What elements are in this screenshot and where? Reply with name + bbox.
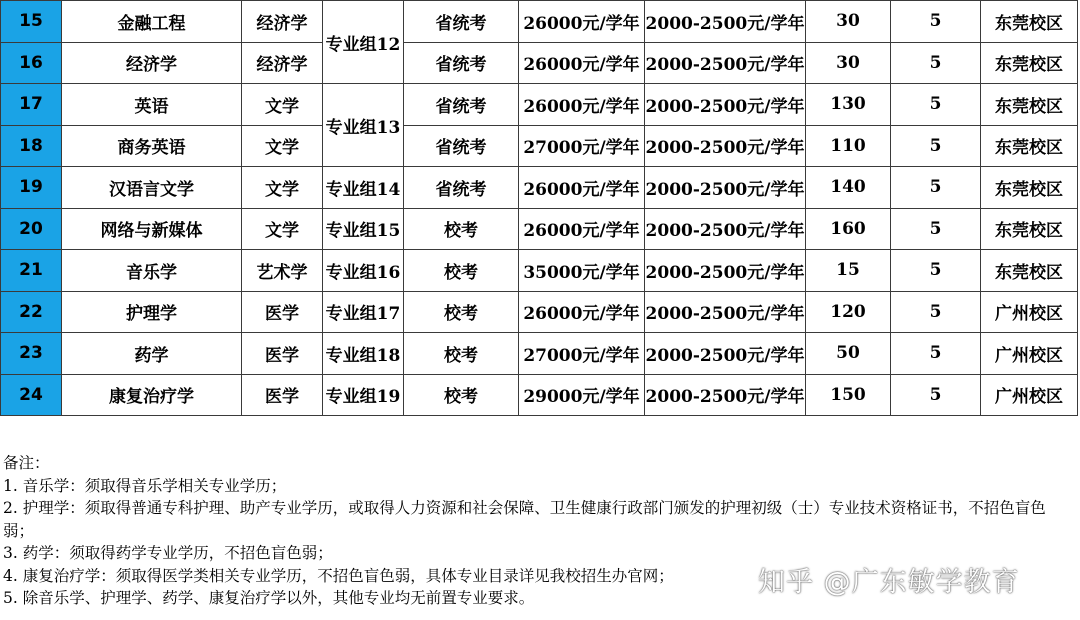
cell-tuition: 27000元/学年 <box>519 333 645 375</box>
cell-exam-type: 省统考 <box>404 42 519 84</box>
cell-dorm-fee: 2000-2500元/学年 <box>645 1 806 43</box>
cell-dorm-fee: 2000-2500元/学年 <box>645 208 806 250</box>
cell-exam-type: 省统考 <box>404 125 519 167</box>
cell-tuition: 35000元/学年 <box>519 250 645 292</box>
cell-major: 商务英语 <box>62 125 242 167</box>
watermark: 知乎 @广东敏学教育 <box>758 567 1020 598</box>
cell-major: 音乐学 <box>62 250 242 292</box>
table-row <box>1 250 1078 292</box>
cell-dorm-fee: 2000-2500元/学年 <box>645 167 806 209</box>
table-row <box>1 42 1078 84</box>
cell-years: 5 <box>891 84 981 126</box>
cell-discipline: 文学 <box>242 167 323 209</box>
cell-dorm-fee: 2000-2500元/学年 <box>645 42 806 84</box>
cell-major: 网络与新媒体 <box>62 208 242 250</box>
table-row <box>1 291 1078 333</box>
cell-years: 5 <box>891 167 981 209</box>
cell-exam-type: 校考 <box>404 291 519 333</box>
table-row <box>1 125 1078 167</box>
cell-major: 英语 <box>62 84 242 126</box>
cell-campus: 东莞校区 <box>981 1 1078 43</box>
cell-discipline: 经济学 <box>242 42 323 84</box>
cell-dorm-fee: 2000-2500元/学年 <box>645 333 806 375</box>
cell-campus: 广州校区 <box>981 333 1078 375</box>
cell-group: 专业组19 <box>323 374 404 416</box>
cell-tuition: 26000元/学年 <box>519 291 645 333</box>
cell-number: 23 <box>1 333 62 375</box>
cell-discipline: 文学 <box>242 208 323 250</box>
cell-discipline: 经济学 <box>242 1 323 43</box>
cell-years: 5 <box>891 250 981 292</box>
cell-number: 17 <box>1 84 62 126</box>
cell-dorm-fee: 2000-2500元/学年 <box>645 125 806 167</box>
cell-tuition: 26000元/学年 <box>519 42 645 84</box>
cell-exam-type: 省统考 <box>404 84 519 126</box>
note-item-2: 2. 护理学：须取得普通专科护理、助产专业学历，或取得人力资源和社会保障、卫生健康行政部门颁发的护理初级（士）专业技术资格证书，不招色盲色弱； <box>3 499 1046 540</box>
cell-tuition: 26000元/学年 <box>519 1 645 43</box>
cell-group: 专业组14 <box>323 167 404 209</box>
cell-years: 5 <box>891 125 981 167</box>
cell-group: 专业组17 <box>323 291 404 333</box>
cell-group: 专业组15 <box>323 208 404 250</box>
cell-major: 康复治疗学 <box>62 374 242 416</box>
cell-campus: 东莞校区 <box>981 167 1078 209</box>
cell-plan-count: 30 <box>806 1 891 43</box>
cell-number: 19 <box>1 167 62 209</box>
cell-group: 专业组12 <box>323 1 404 84</box>
cell-plan-count: 160 <box>806 208 891 250</box>
cell-campus: 东莞校区 <box>981 42 1078 84</box>
cell-exam-type: 校考 <box>404 333 519 375</box>
cell-group: 专业组16 <box>323 250 404 292</box>
cell-plan-count: 30 <box>806 42 891 84</box>
cell-group: 专业组13 <box>323 84 404 167</box>
cell-plan-count: 110 <box>806 125 891 167</box>
table-row <box>1 208 1078 250</box>
cell-tuition: 26000元/学年 <box>519 208 645 250</box>
cell-dorm-fee: 2000-2500元/学年 <box>645 374 806 416</box>
cell-tuition: 27000元/学年 <box>519 125 645 167</box>
cell-exam-type: 校考 <box>404 208 519 250</box>
cell-major: 药学 <box>62 333 242 375</box>
note-item-3: 3. 药学：须取得药学专业学历，不招色盲色弱； <box>3 544 333 562</box>
note-item-1: 1. 音乐学：须取得音乐学相关专业学历； <box>3 476 287 495</box>
note-item-4: 4. 康复治疗学：须取得医学类相关专业学历，不招色盲色弱，具体专业目录详见我校招生办官网； <box>3 566 674 585</box>
note-item-5: 5. 除音乐学、护理学、药学、康复治疗学以外，其他专业均无前置专业要求。 <box>3 589 535 607</box>
cell-exam-type: 省统考 <box>404 1 519 43</box>
cell-major: 护理学 <box>62 291 242 333</box>
cell-campus: 广州校区 <box>981 291 1078 333</box>
table-row <box>1 333 1078 375</box>
cell-major: 经济学 <box>62 42 242 84</box>
cell-discipline: 医学 <box>242 374 323 416</box>
cell-campus: 广州校区 <box>981 374 1078 416</box>
cell-years: 5 <box>891 42 981 84</box>
cell-major: 金融工程 <box>62 1 242 43</box>
cell-exam-type: 省统考 <box>404 167 519 209</box>
cell-plan-count: 150 <box>806 374 891 416</box>
cell-number: 21 <box>1 250 62 292</box>
cell-number: 20 <box>1 208 62 250</box>
cell-number: 24 <box>1 374 62 416</box>
cell-group: 专业组18 <box>323 333 404 375</box>
cell-number: 22 <box>1 291 62 333</box>
cell-campus: 东莞校区 <box>981 125 1078 167</box>
cell-discipline: 文学 <box>242 84 323 126</box>
cell-campus: 东莞校区 <box>981 250 1078 292</box>
cell-number: 16 <box>1 42 62 84</box>
cell-years: 5 <box>891 333 981 375</box>
cell-campus: 东莞校区 <box>981 208 1078 250</box>
cell-campus: 东莞校区 <box>981 84 1078 126</box>
cell-tuition: 26000元/学年 <box>519 167 645 209</box>
cell-dorm-fee: 2000-2500元/学年 <box>645 250 806 292</box>
cell-tuition: 29000元/学年 <box>519 374 645 416</box>
cell-years: 5 <box>891 291 981 333</box>
cell-exam-type: 校考 <box>404 250 519 292</box>
cell-dorm-fee: 2000-2500元/学年 <box>645 84 806 126</box>
notes-heading: 备注： <box>3 454 50 472</box>
cell-discipline: 文学 <box>242 125 323 167</box>
cell-number: 15 <box>1 1 62 43</box>
cell-plan-count: 140 <box>806 167 891 209</box>
table-row <box>1 1 1078 43</box>
cell-major: 汉语言文学 <box>62 167 242 209</box>
cell-number: 18 <box>1 125 62 167</box>
cell-plan-count: 130 <box>806 84 891 126</box>
cell-discipline: 医学 <box>242 333 323 375</box>
cell-discipline: 医学 <box>242 291 323 333</box>
cell-plan-count: 15 <box>806 250 891 292</box>
cell-years: 5 <box>891 208 981 250</box>
table-row <box>1 84 1078 126</box>
cell-dorm-fee: 2000-2500元/学年 <box>645 291 806 333</box>
cell-years: 5 <box>891 1 981 43</box>
cell-discipline: 艺术学 <box>242 250 323 292</box>
table-row <box>1 374 1078 416</box>
table-row <box>1 167 1078 209</box>
cell-plan-count: 120 <box>806 291 891 333</box>
cell-exam-type: 校考 <box>404 374 519 416</box>
cell-plan-count: 50 <box>806 333 891 375</box>
cell-tuition: 26000元/学年 <box>519 84 645 126</box>
cell-years: 5 <box>891 374 981 416</box>
